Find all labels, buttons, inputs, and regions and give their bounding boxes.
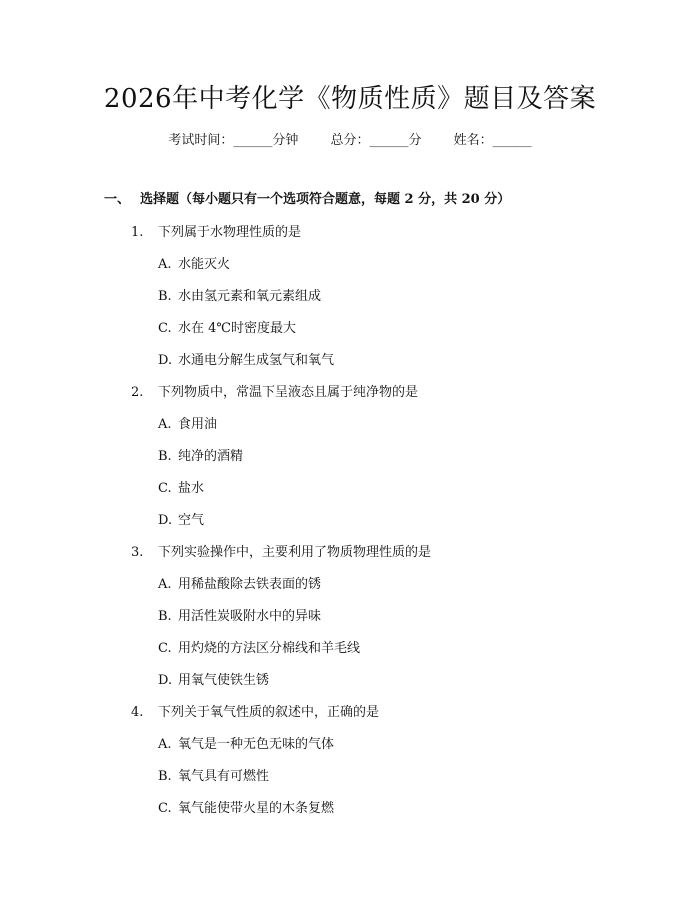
option-letter: B. [158, 609, 172, 624]
question-4-option-b [158, 768, 269, 786]
option-text: 用稀盐酸除去铁表面的锈 [178, 577, 322, 592]
student-name-field: 姓名：______ [453, 133, 532, 148]
question-3-option-a [158, 576, 321, 594]
option-letter: B. [158, 449, 172, 464]
option-text: 用活性炭吸附水中的异味 [178, 609, 322, 624]
question-4 [131, 704, 379, 722]
option-text: 氧气是一种无色无味的气体 [178, 737, 335, 752]
question-3 [131, 544, 431, 562]
option-letter: D. [158, 673, 173, 688]
section-title: 选择题（每小题只有一个选项符合题意，每题 2 分，共 20 分） [140, 192, 511, 207]
question-text: 下列关于氧气性质的叙述中，正确的是 [158, 705, 380, 720]
question-2-option-b [158, 448, 243, 466]
question-1-option-c [158, 320, 296, 338]
option-text: 水通电分解生成氢气和氧气 [178, 353, 335, 368]
question-3-option-b [158, 608, 321, 626]
page-title: 2026年中考化学《物质性质》题目及答案 [103, 84, 597, 114]
option-letter: D. [158, 513, 173, 528]
question-3-option-d [158, 672, 269, 690]
option-text: 氧气能使带火星的木条复燃 [178, 801, 335, 816]
question-2-option-a [158, 416, 217, 434]
question-2-option-c [158, 480, 204, 498]
section-heading [104, 191, 510, 209]
question-number: 1. [131, 225, 144, 240]
section-number: 一、 [104, 192, 131, 207]
option-letter: B. [158, 769, 172, 784]
option-text: 用氧气使铁生锈 [178, 673, 270, 688]
question-1-option-d [158, 352, 334, 370]
option-text: 水由氢元素和氧元素组成 [178, 289, 322, 304]
question-text: 下列属于水物理性质的是 [158, 225, 302, 240]
option-text: 空气 [178, 513, 205, 528]
question-1-option-b [158, 288, 321, 306]
question-1-option-a [158, 256, 230, 274]
question-1 [131, 224, 301, 242]
option-letter: A. [158, 577, 172, 592]
question-3-option-c [158, 640, 360, 658]
option-letter: A. [158, 737, 172, 752]
exam-meta [0, 132, 700, 150]
question-number: 2. [131, 385, 144, 400]
option-letter: A. [158, 257, 172, 272]
option-text: 氧气具有可燃性 [178, 769, 270, 784]
option-letter: C. [158, 481, 172, 496]
question-2 [131, 384, 418, 402]
exam-time-field: 考试时间：______分钟 [168, 133, 299, 148]
option-letter: A. [158, 417, 172, 432]
option-text: 水在 4℃时密度最大 [178, 321, 296, 336]
question-number: 4. [131, 705, 144, 720]
option-letter: C. [158, 641, 172, 656]
option-text: 纯净的酒精 [178, 449, 244, 464]
question-number: 3. [131, 545, 144, 560]
total-score-field: 总分：______分 [330, 133, 422, 148]
option-letter: B. [158, 289, 172, 304]
option-letter: C. [158, 801, 172, 816]
option-letter: D. [158, 353, 173, 368]
question-2-option-d [158, 512, 204, 530]
option-letter: C. [158, 321, 172, 336]
option-text: 食用油 [178, 417, 218, 432]
option-text: 用灼烧的方法区分棉线和羊毛线 [178, 641, 361, 656]
question-text: 下列物质中，常温下呈液态且属于纯净物的是 [158, 385, 419, 400]
question-4-option-a [158, 736, 334, 754]
option-text: 水能灭火 [178, 257, 231, 272]
question-text: 下列实验操作中，主要利用了物质物理性质的是 [158, 545, 432, 560]
option-text: 盐水 [178, 481, 205, 496]
question-4-option-c [158, 800, 334, 818]
